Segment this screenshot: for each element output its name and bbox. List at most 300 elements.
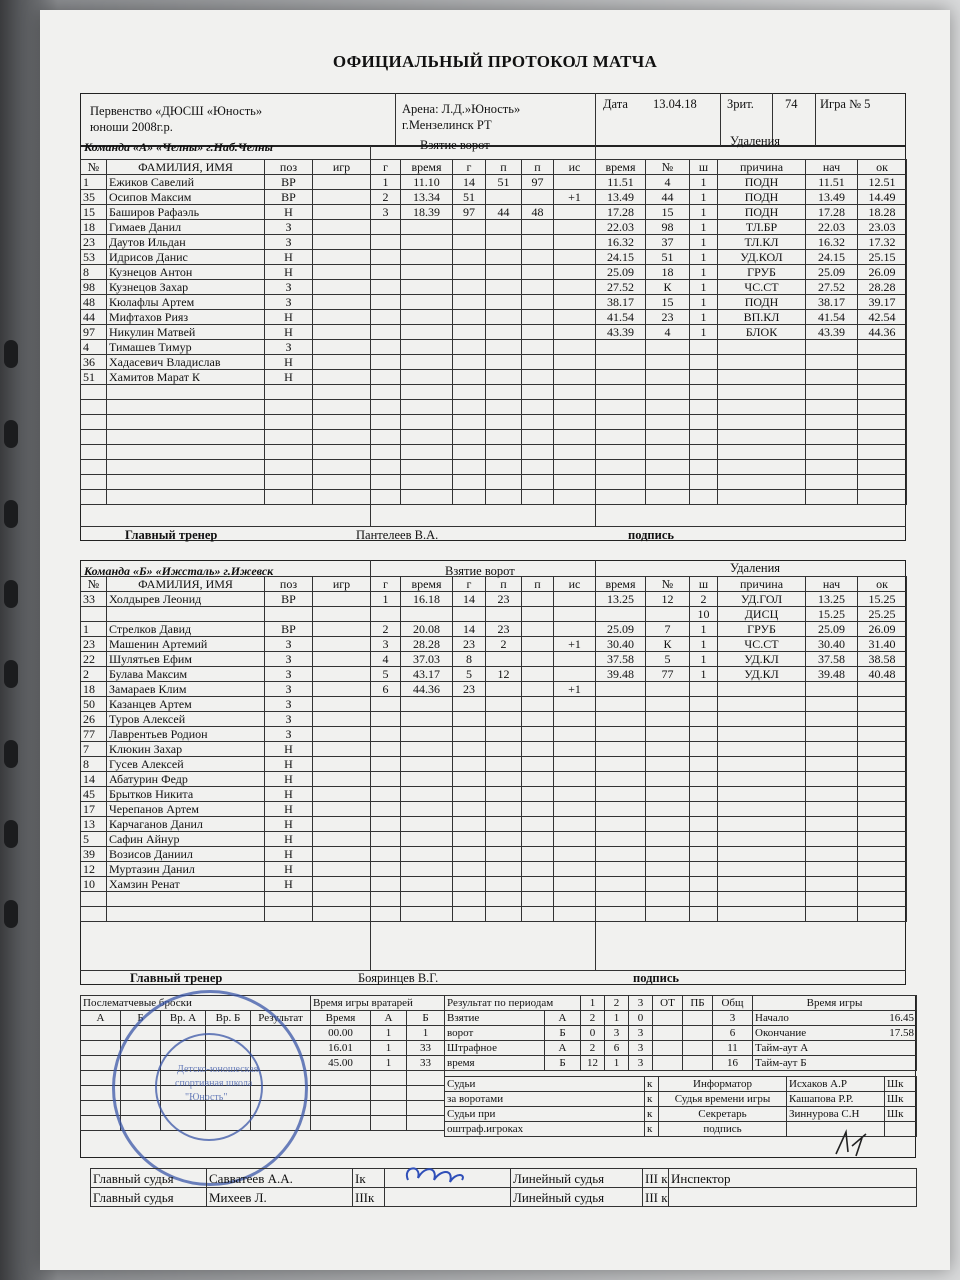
penalty-cell: 1 [690, 295, 718, 310]
stamp-text-1: Детско-юношеская [177, 1064, 259, 1075]
goal-cell [401, 742, 453, 757]
goal-cell [453, 280, 486, 295]
goal-cell [554, 847, 596, 862]
penalty-cell: 25.09 [596, 622, 646, 637]
roster-cell [313, 385, 371, 400]
penalty-cell [596, 607, 646, 622]
column-header: п [522, 160, 554, 175]
goal-cell: 44 [486, 205, 522, 220]
roster-cell [107, 460, 265, 475]
penalty-cell: 51 [646, 250, 690, 265]
penalty-cell [646, 727, 690, 742]
column-header: ис [554, 160, 596, 175]
period-cell: 3 [605, 1026, 629, 1041]
table-row [596, 667, 907, 682]
penalty-cell [858, 340, 907, 355]
penalty-cell [858, 892, 907, 907]
column-header: г [453, 160, 486, 175]
roster-cell [313, 220, 371, 235]
goal-cell [486, 310, 522, 325]
column-header: ПБ [683, 996, 713, 1011]
championship-line2: юноши 2008г.р. [90, 120, 173, 134]
goal-cell [554, 817, 596, 832]
roster-cell: Черепанов Артем [107, 802, 265, 817]
official-cell: оштраф.игроках [445, 1122, 645, 1137]
roster-cell: 23 [81, 235, 107, 250]
roster-cell: 1 [81, 622, 107, 637]
table-row [311, 1041, 445, 1056]
goal-cell [453, 877, 486, 892]
roster-cell: 44 [81, 310, 107, 325]
penalty-cell [690, 892, 718, 907]
game-time-label-text: Окончание [755, 1026, 807, 1039]
penalty-cell [596, 787, 646, 802]
goal-cell: 5 [371, 667, 401, 682]
goal-cell: 51 [486, 175, 522, 190]
goal-cell [522, 877, 554, 892]
goal-cell [371, 325, 401, 340]
penalty-cell [806, 907, 858, 922]
penalty-cell [646, 415, 690, 430]
penalty-cell: 1 [690, 652, 718, 667]
table-row [311, 1101, 445, 1116]
goal-cell [371, 310, 401, 325]
goal-cell: 97 [522, 175, 554, 190]
table-row [81, 415, 371, 430]
roster-cell: ВР [265, 190, 313, 205]
goal-cell [371, 460, 401, 475]
table-row [596, 250, 907, 265]
table-row [371, 787, 596, 802]
roster-cell [107, 385, 265, 400]
table-row [596, 190, 907, 205]
penalty-cell: ТЛ.КЛ [718, 235, 806, 250]
goal-cell [401, 862, 453, 877]
header-row [445, 996, 917, 1011]
header-row [81, 160, 371, 175]
column-header: время [401, 160, 453, 175]
game-time-label: Тайм-аут Б [753, 1056, 917, 1071]
goal-cell [453, 235, 486, 250]
goalie-cell: 00.00 [311, 1026, 371, 1041]
roster-cell [313, 190, 371, 205]
goal-cell [371, 220, 401, 235]
penalty-cell: 26.09 [858, 265, 907, 280]
goal-cell: 23 [453, 682, 486, 697]
goal-cell: 28.28 [401, 637, 453, 652]
roster-cell [265, 907, 313, 922]
penalty-cell [858, 445, 907, 460]
table-row [596, 430, 907, 445]
roster-cell [107, 475, 265, 490]
team-a-penalties-heading: Удаления [730, 134, 781, 148]
table-row [81, 280, 371, 295]
penalty-cell: 15.25 [806, 607, 858, 622]
linesman-label: Линейный судья [511, 1188, 643, 1207]
table-row [371, 475, 596, 490]
penalty-cell: 1 [690, 280, 718, 295]
table-row [371, 415, 596, 430]
table-row [81, 652, 371, 667]
goal-cell [522, 220, 554, 235]
penalty-cell [596, 430, 646, 445]
roster-cell: Никулин Матвей [107, 325, 265, 340]
roster-cell [107, 400, 265, 415]
roster-cell: 97 [81, 325, 107, 340]
penalty-cell: 18.28 [858, 205, 907, 220]
roster-cell [313, 310, 371, 325]
goal-cell [522, 325, 554, 340]
row-label: Штрафное [445, 1041, 545, 1056]
header-row [311, 1011, 445, 1026]
goal-cell [554, 295, 596, 310]
table-row [445, 1056, 917, 1071]
table-row [81, 787, 371, 802]
table-row [371, 310, 596, 325]
penalty-cell [646, 742, 690, 757]
roster-cell: З [265, 295, 313, 310]
main-referee-name: Михеев Л. [207, 1188, 353, 1207]
roster-cell: З [265, 682, 313, 697]
period-cell: 1 [605, 1011, 629, 1026]
penalty-cell [690, 682, 718, 697]
table-row [311, 1086, 445, 1101]
table-row [81, 772, 371, 787]
penalty-cell [718, 400, 806, 415]
period-cell: 3 [629, 1041, 653, 1056]
goal-cell [554, 832, 596, 847]
goal-cell [486, 802, 522, 817]
period-cell: 11 [713, 1041, 753, 1056]
goal-cell [371, 490, 401, 505]
penalty-cell [690, 787, 718, 802]
goal-cell [486, 682, 522, 697]
goal-cell [522, 847, 554, 862]
penalty-cell [806, 847, 858, 862]
table-row [371, 175, 596, 190]
roster-cell: 50 [81, 697, 107, 712]
goal-cell [401, 355, 453, 370]
goal-cell [522, 682, 554, 697]
roster-cell [265, 415, 313, 430]
roster-cell [81, 907, 107, 922]
referees-table [90, 1168, 917, 1207]
goal-cell [554, 475, 596, 490]
goal-cell [486, 832, 522, 847]
goal-cell [522, 907, 554, 922]
roster-cell: Карчаганов Данил [107, 817, 265, 832]
penalty-cell [690, 460, 718, 475]
penalty-cell [806, 697, 858, 712]
goal-cell [486, 325, 522, 340]
roster-cell: Стрелков Давид [107, 622, 265, 637]
penalty-cell [718, 862, 806, 877]
table-row [371, 385, 596, 400]
goal-cell [401, 892, 453, 907]
roster-cell [313, 832, 371, 847]
goal-cell [401, 460, 453, 475]
goal-cell [453, 490, 486, 505]
penalty-cell [690, 727, 718, 742]
table-row [371, 205, 596, 220]
roster-cell [107, 907, 265, 922]
table-row [371, 802, 596, 817]
goal-cell [486, 907, 522, 922]
penalty-cell [596, 847, 646, 862]
table-row [81, 325, 371, 340]
roster-cell: 35 [81, 190, 107, 205]
goal-cell [486, 190, 522, 205]
table-row [371, 742, 596, 757]
table-row [445, 1026, 917, 1041]
roster-cell: 12 [81, 862, 107, 877]
roster-cell [313, 652, 371, 667]
goalie-time-table [310, 995, 445, 1131]
game-time-value: 16.45 [889, 1011, 914, 1024]
table-row [596, 445, 907, 460]
roster-cell: 53 [81, 250, 107, 265]
goal-cell [453, 370, 486, 385]
roster-cell: 18 [81, 682, 107, 697]
row-label: время [445, 1056, 545, 1071]
roster-cell [313, 712, 371, 727]
penalty-cell: 10 [690, 607, 718, 622]
roster-cell: Ежиков Савелий [107, 175, 265, 190]
roster-cell: Н [265, 832, 313, 847]
roster-cell [313, 772, 371, 787]
period-cell: Б [545, 1026, 581, 1041]
penalty-cell [718, 370, 806, 385]
roster-cell [107, 445, 265, 460]
penalty-cell [646, 862, 690, 877]
goal-cell [486, 817, 522, 832]
penalty-cell: 13.25 [806, 592, 858, 607]
goal-cell [371, 400, 401, 415]
penalty-cell [718, 877, 806, 892]
goal-cell [522, 622, 554, 637]
roster-cell: Н [265, 742, 313, 757]
penalty-cell [718, 682, 806, 697]
penalty-cell [596, 697, 646, 712]
table-row [371, 400, 596, 415]
roster-cell [313, 265, 371, 280]
table-row [91, 1169, 917, 1188]
table-row [371, 430, 596, 445]
penalty-cell: БЛОК [718, 325, 806, 340]
table-row [596, 400, 907, 415]
official-cell: к [645, 1077, 659, 1092]
penalty-cell [858, 772, 907, 787]
roster-cell [313, 742, 371, 757]
roster-cell: Н [265, 757, 313, 772]
goal-cell [522, 862, 554, 877]
goal-cell [371, 802, 401, 817]
penalty-cell [858, 490, 907, 505]
table-row [596, 370, 907, 385]
goalie-cell: 1 [371, 1026, 407, 1041]
goal-cell [554, 907, 596, 922]
roster-cell: ВР [265, 592, 313, 607]
period-cell: 16 [713, 1056, 753, 1071]
roster-cell: Мифтахов Рияз [107, 310, 265, 325]
roster-cell: З [265, 667, 313, 682]
penalty-cell: 39.48 [806, 667, 858, 682]
penalty-cell: 25.09 [806, 265, 858, 280]
goal-cell [401, 445, 453, 460]
main-referee-category: Iк [353, 1169, 385, 1188]
roster-cell: З [265, 235, 313, 250]
goal-cell [554, 490, 596, 505]
stamp-text-3: "Юность" [185, 1092, 228, 1103]
penalty-cell [718, 787, 806, 802]
table-row [311, 1026, 445, 1041]
team-b-penalties-heading: Удаления [730, 561, 781, 575]
table-row [596, 280, 907, 295]
goal-cell: 8 [453, 652, 486, 667]
penalty-cell [806, 340, 858, 355]
roster-cell: З [265, 727, 313, 742]
goal-cell [486, 280, 522, 295]
roster-cell: 8 [81, 265, 107, 280]
goal-cell [554, 712, 596, 727]
column-header: причина [718, 160, 806, 175]
penalty-cell: ГРУБ [718, 265, 806, 280]
roster-cell: Клюкин Захар [107, 742, 265, 757]
penalty-cell: 1 [690, 637, 718, 652]
penalty-cell [690, 355, 718, 370]
roster-cell: 98 [81, 280, 107, 295]
penalty-cell: 38.58 [858, 652, 907, 667]
official-cell: Кашапова Р.Р. [787, 1092, 885, 1107]
goal-cell [554, 430, 596, 445]
main-referee-name: Савватеев А.А. [207, 1169, 353, 1188]
penalty-cell: УД.ГОЛ [718, 592, 806, 607]
column-header: ок [858, 577, 907, 592]
goalie-cell [407, 1101, 445, 1116]
goal-cell [453, 400, 486, 415]
team-b-coach-label: Главный тренер [130, 971, 223, 985]
penalty-cell [806, 877, 858, 892]
penalty-cell [806, 817, 858, 832]
goal-cell [486, 607, 522, 622]
penalty-cell [858, 802, 907, 817]
roster-cell [313, 802, 371, 817]
column-header: ш [690, 160, 718, 175]
row-label: Взятие [445, 1011, 545, 1026]
goalie-cell [311, 1086, 371, 1101]
goalie-cell [371, 1086, 407, 1101]
goal-cell [554, 787, 596, 802]
penalty-cell [596, 340, 646, 355]
goal-cell [554, 220, 596, 235]
penalty-cell: 1 [690, 310, 718, 325]
goal-cell: 12 [486, 667, 522, 682]
penalty-cell [858, 787, 907, 802]
goal-cell: 1 [371, 592, 401, 607]
penalty-cell [718, 727, 806, 742]
table-row [445, 1107, 917, 1122]
game-time-label [753, 1011, 917, 1026]
goal-cell [371, 250, 401, 265]
table-row [371, 877, 596, 892]
goal-cell: 3 [371, 205, 401, 220]
table-row [81, 190, 371, 205]
penalty-cell [690, 772, 718, 787]
roster-cell: 13 [81, 817, 107, 832]
roster-cell [265, 460, 313, 475]
goal-cell: 48 [522, 205, 554, 220]
penalty-cell [646, 772, 690, 787]
table-row [371, 757, 596, 772]
table-row [81, 220, 371, 235]
goal-cell [453, 727, 486, 742]
penalty-cell [806, 460, 858, 475]
spectators-label: Зрит. [727, 97, 754, 111]
penalty-cell [646, 907, 690, 922]
penalty-cell [806, 445, 858, 460]
roster-cell: 8 [81, 757, 107, 772]
goal-cell [453, 340, 486, 355]
table-row [596, 742, 907, 757]
goal-cell [522, 772, 554, 787]
penalty-cell: 11.51 [806, 175, 858, 190]
game-time-label-text: Начало [755, 1011, 789, 1024]
shootout-heading: Послематчевые броски [81, 996, 311, 1011]
roster-cell [313, 727, 371, 742]
goal-cell: 5 [453, 667, 486, 682]
goal-cell: 4 [371, 652, 401, 667]
table-row [371, 862, 596, 877]
table-row [596, 475, 907, 490]
goal-cell [453, 460, 486, 475]
table-row [81, 295, 371, 310]
goal-cell: 2 [371, 622, 401, 637]
table-row [81, 460, 371, 475]
roster-cell [313, 697, 371, 712]
goal-cell [522, 460, 554, 475]
roster-cell [313, 370, 371, 385]
penalty-cell [646, 832, 690, 847]
table-row [371, 817, 596, 832]
roster-cell: Н [265, 310, 313, 325]
goal-cell: 37.03 [401, 652, 453, 667]
penalty-cell: 26.09 [858, 622, 907, 637]
roster-cell: Возисов Даниил [107, 847, 265, 862]
table-row [371, 235, 596, 250]
goal-cell [554, 325, 596, 340]
team-a-signature-label: подпись [628, 528, 674, 542]
penalty-cell: ЧС.СТ [718, 637, 806, 652]
roster-cell [313, 847, 371, 862]
column-header: г [371, 577, 401, 592]
roster-cell [107, 430, 265, 445]
team-a-coach-name: Пантелеев В.А. [356, 528, 439, 542]
penalty-cell [806, 415, 858, 430]
table-row [81, 622, 371, 637]
goal-cell [554, 280, 596, 295]
table-row [311, 1071, 445, 1086]
goal-cell [486, 697, 522, 712]
official-cell: к [645, 1122, 659, 1137]
goal-cell [371, 877, 401, 892]
referee-signature [400, 1160, 480, 1190]
penalty-cell: 27.52 [806, 280, 858, 295]
penalty-cell: 42.54 [858, 310, 907, 325]
column-header: поз [265, 577, 313, 592]
roster-cell [81, 385, 107, 400]
roster-cell [81, 607, 107, 622]
table-row [81, 682, 371, 697]
